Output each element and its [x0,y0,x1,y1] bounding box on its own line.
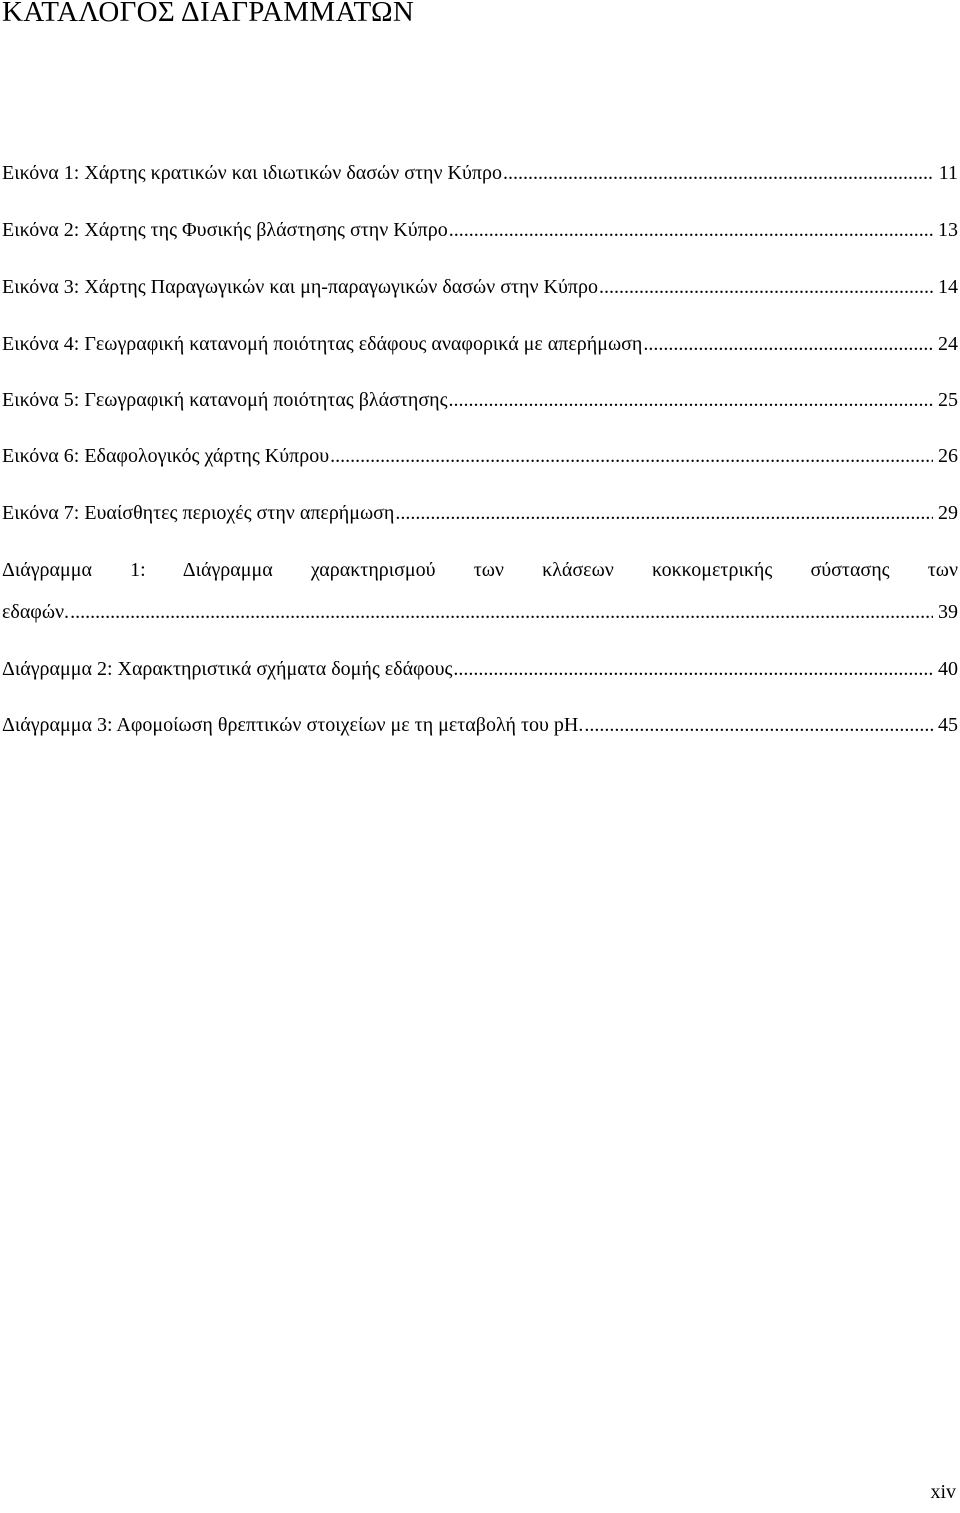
toc-entry[interactable] [2,655,958,683]
toc-entry-label: Εικόνα 6: Εδαφολογικός χάρτης Κύπρου [2,445,330,467]
toc-entry-label: Εικόνα 3: Χάρτης Παραγωγικών και μη-παραγωγικών δασών στην Κύπρο [2,276,598,298]
toc-entry-page: 39 [938,601,958,623]
dot-leader [599,273,933,301]
toc-entry[interactable] [2,711,958,739]
dot-leader [584,711,933,739]
dot-leader [449,386,933,414]
toc-entry[interactable] [2,499,958,527]
toc-entry-page: 26 [938,445,958,467]
dot-leader [330,442,933,470]
toc-entry[interactable] [2,442,958,470]
toc-entry-page: 45 [938,714,958,736]
dot-leader [395,499,933,527]
toc-entry[interactable] [2,330,958,358]
toc-entry-label: Διάγραμμα 3: Αφομοίωση θρεπτικών στοιχείων με τη μεταβολή του pH. [2,714,584,736]
toc-entry-label: Εικόνα 7: Ευαίσθητες περιοχές στην απερήμωση [2,502,395,524]
dot-leader [449,216,933,244]
toc-entry-continuation [2,598,958,626]
toc-entry[interactable] [2,159,958,187]
toc-entry-label-line1: Διάγραμμα 1: Διάγραμμα χαρακτηρισμού των κλάσεων κοκκομετρικής σύστασης των [2,559,958,581]
toc-entry-page: 14 [938,276,958,298]
dot-leader [503,159,934,187]
page-title: ΚΑΤΑΛΟΓΟΣ ΔΙΑΓΡΑΜΜΑΤΩΝ [2,0,415,28]
toc-entry-label: Εικόνα 4: Γεωγραφική κατανομή ποιότητας εδάφους αναφορικά με απερήμωση [2,333,643,355]
toc-entry[interactable] [2,216,958,244]
toc-entry-page: 40 [938,658,958,680]
toc-entry-label: εδαφών. [2,601,70,623]
toc-entry-label: Εικόνα 2: Χάρτης της Φυσικής βλάστησης στην Κύπρο [2,219,448,241]
toc-entry[interactable] [2,273,958,301]
toc-entry[interactable] [2,386,958,414]
toc-entry-page: 13 [938,219,958,241]
toc-entry-label: Εικόνα 5: Γεωγραφική κατανομή ποιότητας βλάστησης [2,389,448,411]
dot-leader [70,598,933,626]
toc-entry-page: 11 [938,162,958,184]
toc-entry-label: Εικόνα 1: Χάρτης κρατικών και ιδιωτικών δασών στην Κύπρο [2,162,502,184]
toc-entry-page: 25 [938,389,958,411]
toc-entry-page: 29 [938,502,958,524]
dot-leader [453,655,933,683]
toc-entry-label: Διάγραμμα 2: Χαρακτηριστικά σχήματα δομής εδάφους [2,658,453,680]
page-number: xiv [930,1481,956,1503]
toc-entry-page: 24 [938,333,958,355]
dot-leader [643,330,933,358]
